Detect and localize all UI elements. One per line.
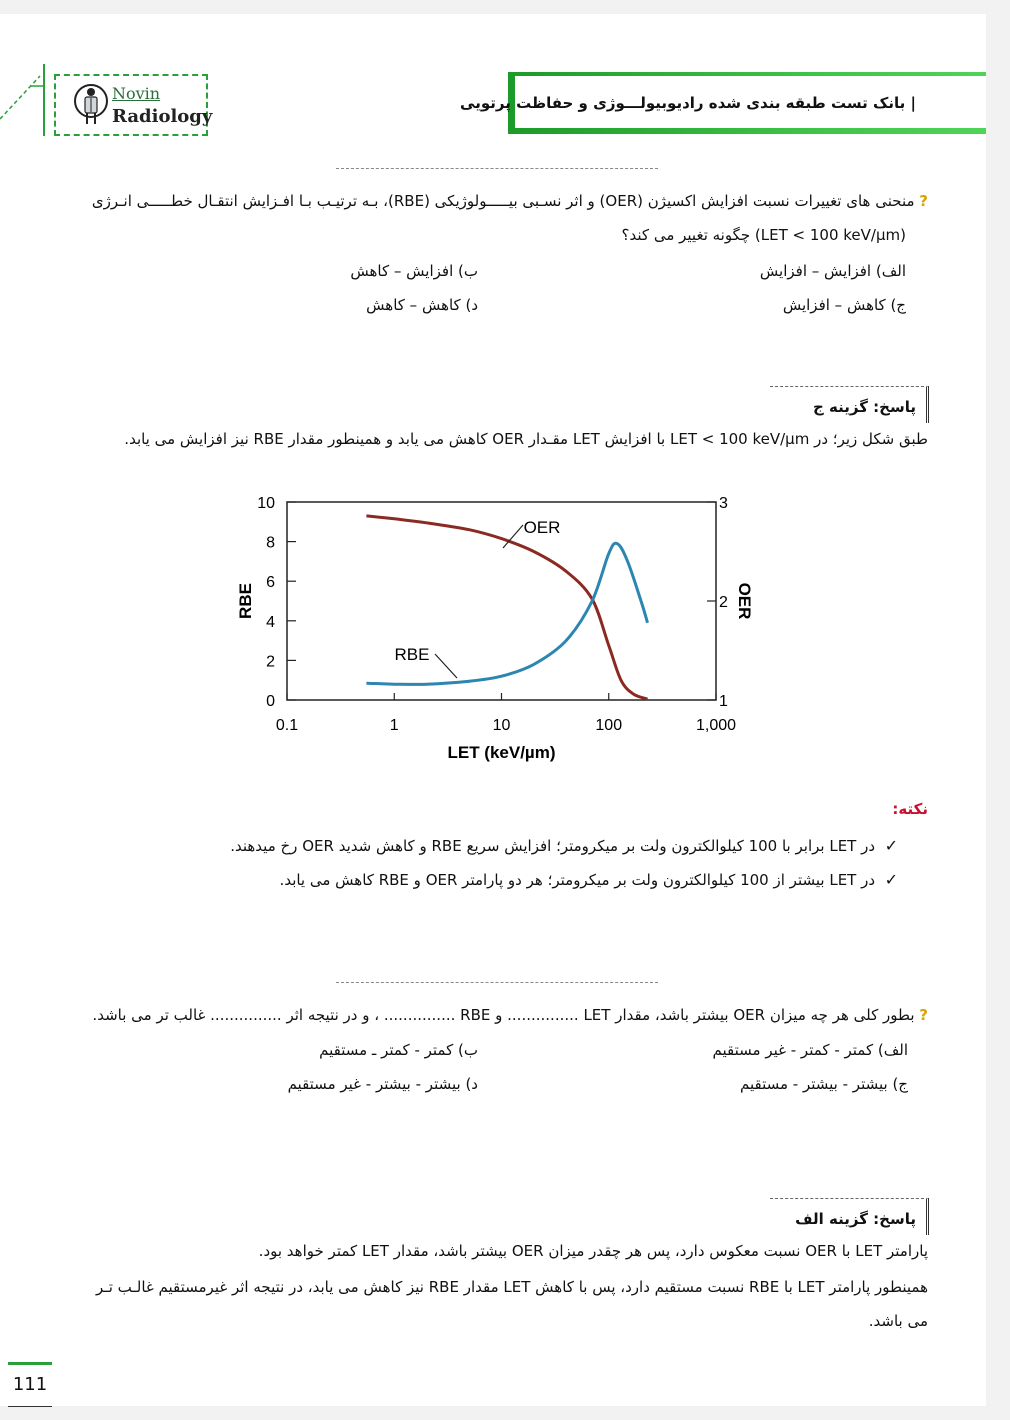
- y-left-tick-label: 8: [266, 534, 275, 552]
- q1-option-a[interactable]: الف) افزایش – افزایش: [759, 262, 906, 280]
- logo-radiology: Radiology: [112, 106, 213, 127]
- y-left-tick-label: 4: [266, 613, 275, 631]
- annotation-rbe: RBE: [394, 645, 430, 664]
- annotation-rbe-pointer: [435, 654, 457, 678]
- question-1-line-2: (LET < 100 keV/μm) چگونه تغییر می کند؟: [621, 226, 906, 244]
- separator: [336, 168, 658, 169]
- answer-1-text: طبق شکل زیر؛ در LET < 100 keV/μm با افزایش LET مقـدار OER کاهش می یابد و همینطور مقدار RBE نیز افزایش می یابد.: [124, 430, 928, 448]
- y-right-axis-label: OER: [735, 582, 754, 620]
- answer-2-line-1: پارامتر LET با OER نسبت معکوس دارد، پس هر چقدر میزان OER بیشتر باشد، مقدار LET کمتر خواهد بود.: [258, 1242, 928, 1260]
- header-bar: [460, 72, 986, 134]
- page-number-underline: [8, 1406, 52, 1407]
- q2-option-c[interactable]: ج) بیشتر - بیشتر - مستقیم: [739, 1075, 908, 1093]
- question-2-line-1: ? بطور کلی هر چه میزان OER بیشتر باشد، مقدار LET ............... و RBE ............... ، و در نتیجه اثر ............... غالب تر می باشد.: [92, 1006, 928, 1024]
- page-number: 111: [8, 1362, 52, 1405]
- x-tick-label: 10: [492, 717, 511, 734]
- y-left-tick-label: 0: [266, 693, 275, 710]
- q2-option-a[interactable]: الف) کمتر - کمتر - غیر مستقیم: [712, 1041, 908, 1059]
- check-icon: ✓: [884, 836, 898, 855]
- y-right-tick-label: 3: [719, 495, 728, 512]
- y-left-tick-label: 2: [266, 653, 275, 671]
- check-icon: ✓: [884, 870, 898, 889]
- logo-novin: Novin: [112, 84, 161, 103]
- note-item-2: ✓ در LET بیشتر از 100 کیلوالکترون ولت بر میکرومتر؛ هر دو پارامتر OER و RBE کاهش می یابد.: [279, 870, 898, 889]
- q2-option-b[interactable]: ب) کمتر - کمتر ـ مستقیم: [319, 1041, 478, 1059]
- annotation-oer: OER: [523, 518, 561, 537]
- x-axis-label: LET (keV/µm): [447, 743, 556, 762]
- x-tick-label: 100: [595, 717, 623, 734]
- x-tick-label: 1,000: [695, 717, 737, 734]
- q2-option-d[interactable]: د) بیشتر - بیشتر - غیر مستقیم: [287, 1075, 478, 1093]
- question-1-line-1: ? منحنی های تغییرات نسبت افزایش اکسیژن (OER) و اثر نسـبی بیـــــولوژیکی (RBE)، بـه ترتیـب بـا افـزایش انتقـال خطـــــی انـرژی: [91, 192, 928, 210]
- answer-1-label: پاسخ: گزینه ج: [813, 398, 916, 416]
- let-oer-rbe-chart: [220, 484, 760, 774]
- note-label: نکته:: [892, 800, 928, 818]
- x-tick-label: 1: [389, 717, 399, 734]
- y-left-tick-label: 6: [266, 574, 275, 592]
- answer-2-line-2: همینطور پارامتر LET با RBE نسبت مستقیم دارد، پس با کاهش LET مقدار RBE نیز کاهش می یابد، در نتیجه اثر غیرمستقیم غالـب تـر: [96, 1278, 928, 1296]
- separator: [336, 982, 658, 983]
- q1-option-d[interactable]: د) کاهش – کاهش: [366, 296, 478, 314]
- logo: [54, 74, 213, 136]
- logo-decoration: [0, 64, 56, 139]
- plot-frame: [287, 502, 716, 700]
- y-left-tick-label: 10: [257, 495, 275, 512]
- radiology-person-icon: [74, 82, 110, 128]
- answer-2-label: پاسخ: گزینه الف: [795, 1210, 916, 1228]
- q1-option-c[interactable]: ج) کاهش – افزایش: [782, 296, 906, 314]
- book-title: | بانک تست طبقه بندی شده رادیوبیولـــوژی و حفاظت پرتویی: [460, 94, 916, 112]
- q1-option-b[interactable]: ب) افزایش – کاهش: [350, 262, 478, 280]
- page: [0, 14, 986, 1406]
- y-left-axis-label: RBE: [236, 583, 255, 619]
- y-right-tick-label: 2: [719, 594, 728, 611]
- note-item-1: ✓ در LET برابر با 100 کیلوالکترون ولت بر میکرومتر؛ افزایش سریع RBE و کاهش شدید OER رخ میدهند.: [230, 836, 898, 855]
- y-right-tick-label: 1: [719, 693, 728, 710]
- question-icon: ?: [919, 1006, 928, 1024]
- question-icon: ?: [919, 192, 928, 210]
- x-tick-label: 0.1: [275, 717, 299, 734]
- answer-2-line-3: می باشد.: [868, 1312, 928, 1330]
